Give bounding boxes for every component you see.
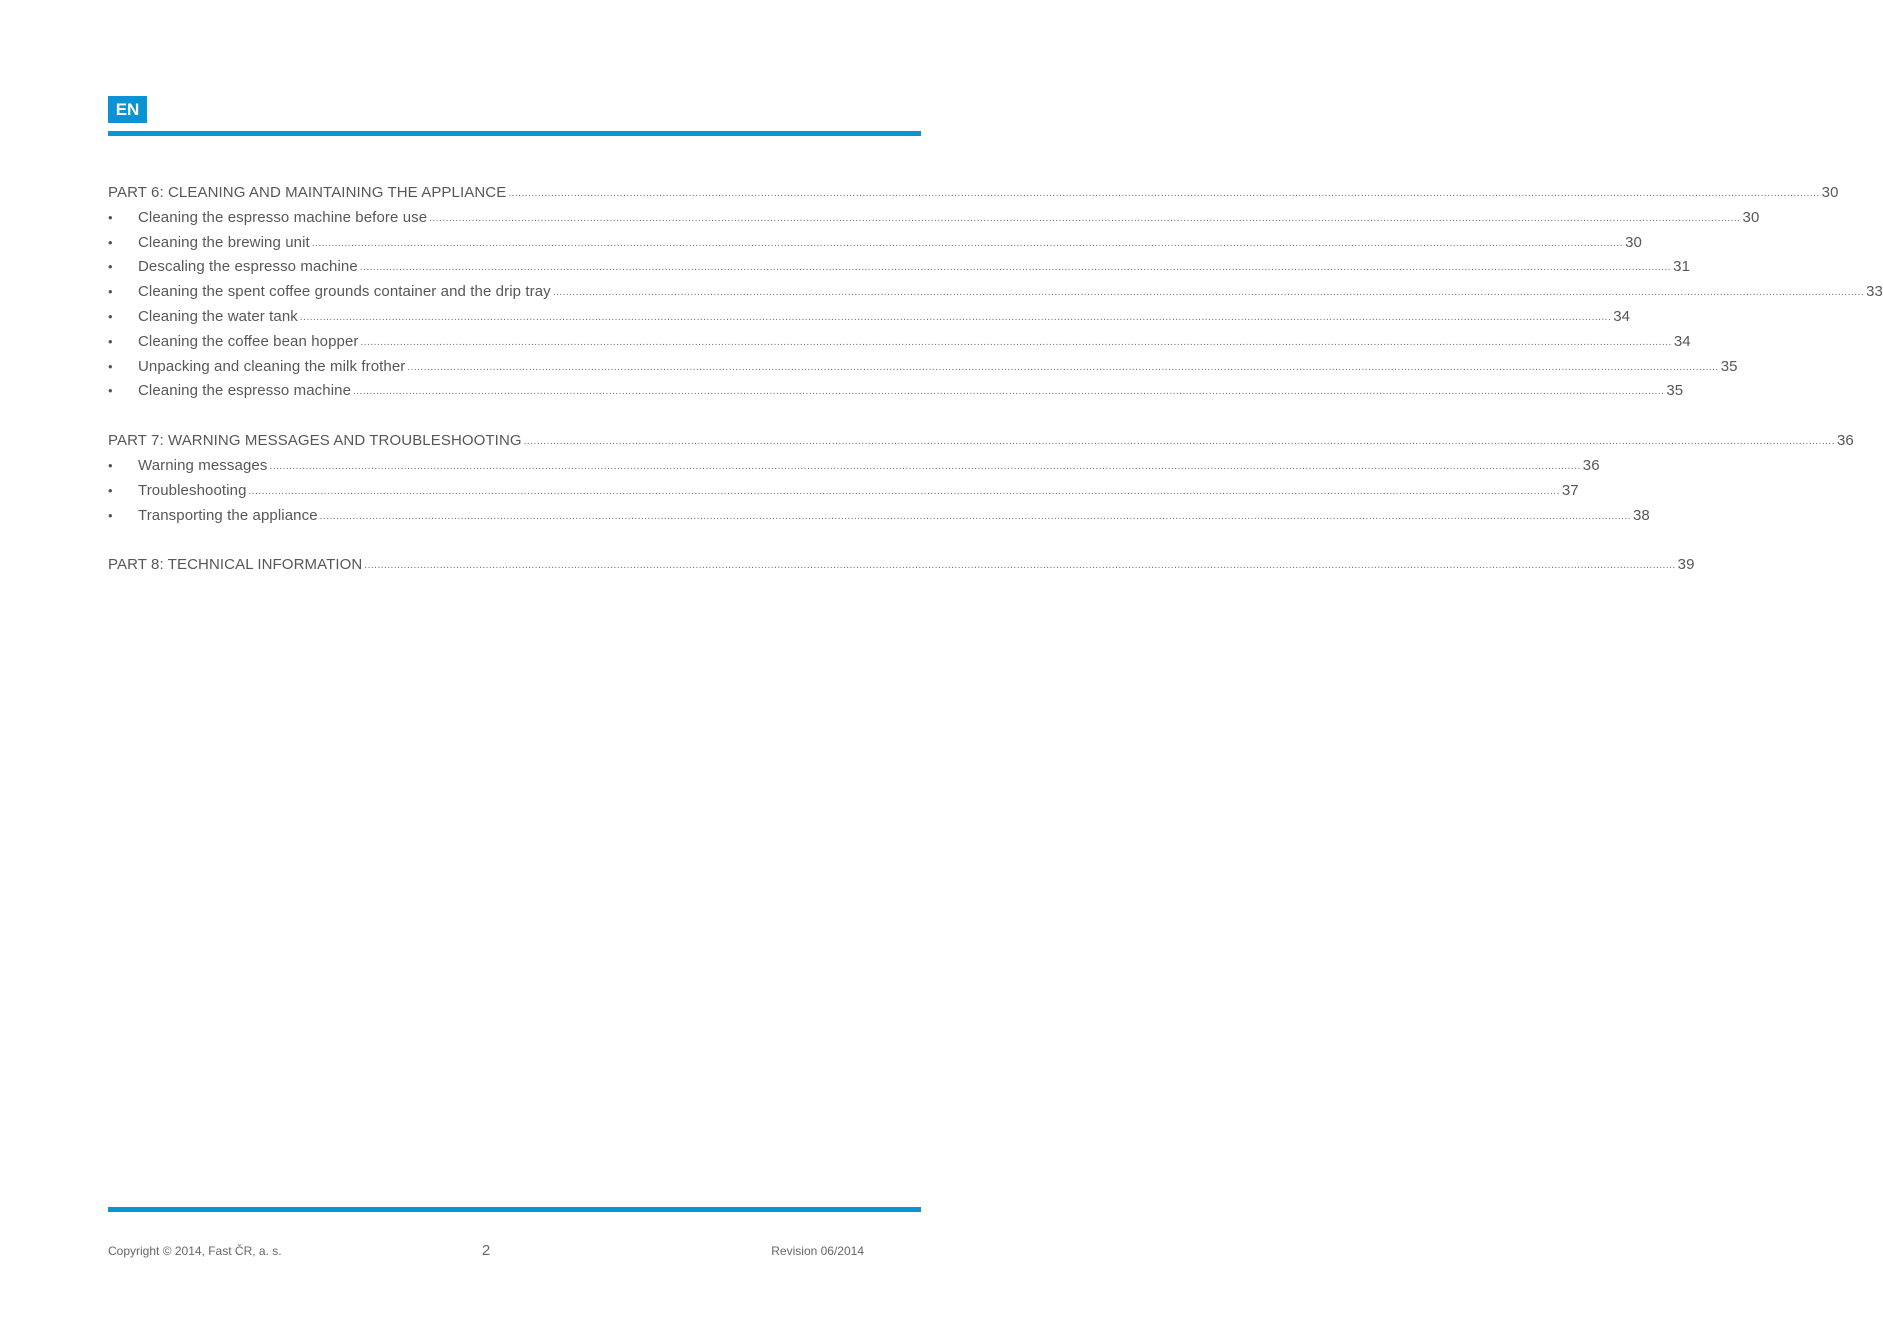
toc-label: Cleaning the water tank [138,307,298,325]
toc-label: Unpacking and cleaning the milk frother [138,357,406,375]
table-of-contents [108,181,1883,603]
toc-label: Cleaning the espresso machine [138,382,352,400]
toc-entry[interactable] [108,280,1883,305]
toc-entry[interactable] [108,231,1642,256]
toc-label: Transporting the appliance [138,506,318,524]
toc-entry[interactable] [108,255,1691,280]
toc-label: PART 7: WARNING MESSAGES AND TROUBLESHOOTING [108,432,522,450]
bullet-icon: • [108,234,113,250]
dot-leader: ................................................................................................................................................................................................................................................................................................................................................................................................................ [364,560,1676,572]
toc-page-number: 34 [1673,332,1691,350]
header-divider [108,131,921,136]
toc-label: Cleaning the espresso machine before use [138,208,428,226]
toc-entry[interactable] [108,355,1738,380]
dot-leader: ................................................................................................................................................................................................................................................................................................................................................................................................................ [523,436,1835,448]
toc-entry[interactable] [108,330,1691,355]
toc-label: Cleaning the brewing unit [138,233,310,251]
toc-entry[interactable] [108,454,1600,479]
toc-page-number: 34 [1613,307,1631,325]
toc-entry[interactable] [108,479,1579,504]
toc-section-heading[interactable] [108,181,1839,206]
bullet-icon: • [108,209,113,225]
dot-leader: ................................................................................................................................................................................................................................................................................................................................................................................................................ [311,237,1624,249]
dot-leader: ................................................................................................................................................................................................................................................................................................................................................................................................................ [248,485,1560,497]
toc-page-number: 39 [1677,556,1695,574]
toc-page-number: 30 [1625,233,1642,251]
toc-section-heading[interactable] [108,553,1695,578]
toc-label: Cleaning the coffee bean hopper [138,332,359,350]
toc-page-number: 37 [1561,481,1579,499]
toc-page-number: 35 [1666,382,1684,400]
toc-label: Warning messages [138,456,268,474]
dot-leader: ................................................................................................................................................................................................................................................................................................................................................................................................................ [552,287,1865,299]
toc-page-number: 35 [1720,357,1738,375]
toc-entry[interactable] [108,379,1684,404]
toc-page-number: 30 [1821,184,1839,201]
language-badge: EN [108,96,147,123]
toc-label: PART 6: CLEANING AND MAINTAINING THE APPLIANCE [108,184,507,201]
dot-leader: ................................................................................................................................................................................................................................................................................................................................................................................................................ [299,311,1612,323]
toc-page-number: 36 [1836,432,1854,450]
footer-copyright: Copyright © 2014, Fast ČR, a. s. [108,1244,282,1258]
dot-leader: ................................................................................................................................................................................................................................................................................................................................................................................................................ [353,386,1665,398]
dot-leader: ................................................................................................................................................................................................................................................................................................................................................................................................................ [407,361,1719,373]
toc-entry[interactable] [108,206,1760,231]
footer-revision: Revision 06/2014 [771,1244,864,1258]
dot-leader: ................................................................................................................................................................................................................................................................................................................................................................................................................ [429,212,1741,224]
toc-section-heading[interactable] [108,429,1854,454]
bullet-icon: • [108,482,113,498]
toc-label: Descaling the espresso machine [138,258,358,276]
dot-leader: ................................................................................................................................................................................................................................................................................................................................................................................................................ [359,262,1672,274]
dot-leader: ................................................................................................................................................................................................................................................................................................................................................................................................................ [508,188,1820,199]
toc-page-number: 30 [1742,208,1760,226]
toc-page-number: 38 [1632,506,1650,524]
toc-entry[interactable] [108,305,1631,330]
toc-label: Cleaning the spent coffee grounds container and the drip tray [138,283,551,301]
bullet-icon: • [108,333,113,349]
toc-label: Troubleshooting [138,481,247,499]
dot-leader: ................................................................................................................................................................................................................................................................................................................................................................................................................ [360,336,1672,348]
bullet-icon: • [108,383,113,399]
bullet-icon: • [108,259,113,275]
toc-page-number: 33 [1866,283,1883,301]
bullet-icon: • [108,358,113,374]
footer-page-number: 2 [481,1242,491,1259]
bullet-icon: • [108,308,113,324]
toc-entry[interactable] [108,504,1650,529]
bullet-icon: • [108,507,113,523]
toc-page-number: 31 [1673,258,1691,276]
footer-divider [108,1207,921,1212]
bullet-icon: • [108,457,113,473]
toc-page-number: 36 [1582,456,1600,474]
dot-leader: ................................................................................................................................................................................................................................................................................................................................................................................................................ [319,510,1631,522]
toc-section [108,553,1695,578]
bullet-icon: • [108,284,113,300]
dot-leader: ................................................................................................................................................................................................................................................................................................................................................................................................................ [269,460,1581,472]
toc-section [108,429,1854,528]
toc-label: PART 8: TECHNICAL INFORMATION [108,556,363,574]
toc-section [108,181,1883,404]
